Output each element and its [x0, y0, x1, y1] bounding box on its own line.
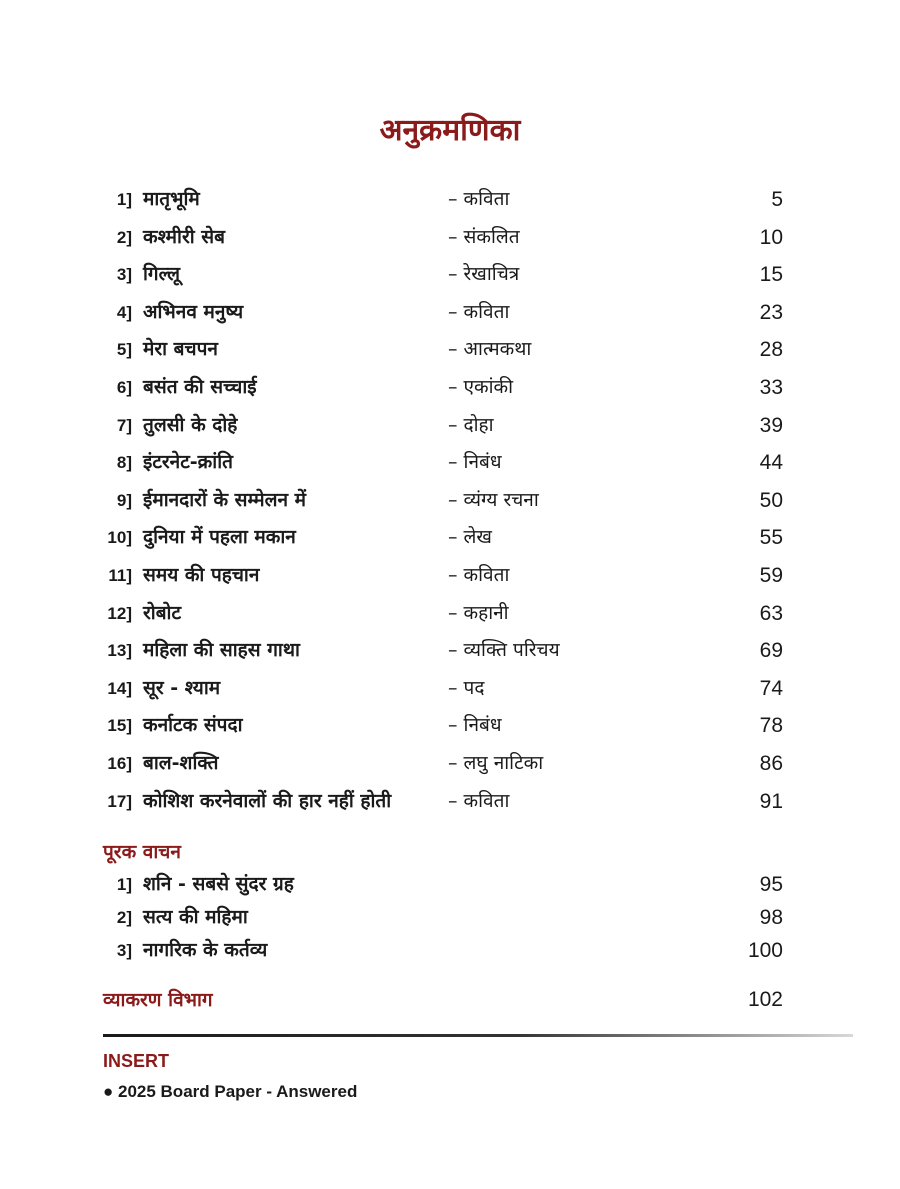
chapter-number: 10] — [107, 528, 132, 548]
chapter-genre: – लघु नाटिका — [448, 751, 544, 774]
chapter-page-number: 55 — [759, 526, 783, 550]
chapter-page-number: 15 — [759, 263, 783, 287]
insert-item: ● 2025 Board Paper - Answered — [103, 1082, 358, 1101]
supplementary-number: 2] — [116, 908, 132, 927]
chapter-number: 7] — [116, 415, 132, 435]
chapter-title: सूर - श्याम — [143, 676, 221, 699]
chapter-page-number: 23 — [759, 300, 783, 324]
chapter-title: कर्नाटक संपदा — [143, 714, 243, 737]
chapter-number: 5] — [116, 340, 132, 360]
chapter-genre: – कविता — [448, 789, 510, 812]
chapter-genre: – कहानी — [448, 601, 509, 624]
toc-row — [0, 519, 900, 557]
insert-title: INSERT — [103, 1051, 170, 1071]
supplementary-list — [0, 868, 900, 967]
toc-row — [0, 783, 900, 821]
chapter-page-number: 91 — [759, 789, 783, 813]
chapter-title: गिल्लू — [143, 263, 181, 286]
grammar-section-title: व्याकरण विभाग — [103, 989, 213, 1011]
chapter-number: 4] — [116, 302, 132, 322]
chapter-number: 16] — [107, 753, 132, 773]
contents-list — [0, 181, 900, 820]
supplementary-title: नागरिक के कर्तव्य — [143, 939, 268, 961]
chapter-page-number: 69 — [759, 639, 783, 663]
chapter-title: महिला की साहस गाथा — [143, 639, 300, 662]
toc-row — [0, 632, 900, 670]
chapter-genre: – कविता — [448, 300, 510, 323]
page-title: अनुक्रमणिका — [379, 113, 521, 148]
chapter-genre: – कविता — [448, 188, 510, 210]
chapter-number: 3] — [116, 265, 132, 285]
toc-row — [0, 444, 900, 482]
toc-row — [0, 482, 900, 520]
toc-row — [0, 595, 900, 633]
chapter-number: 17] — [107, 791, 132, 811]
chapter-page-number: 33 — [759, 375, 783, 399]
chapter-number: 11] — [108, 565, 132, 585]
chapter-genre: – दोहा — [448, 413, 494, 436]
chapter-number: 2] — [116, 227, 132, 247]
chapter-title: मातृभूमि — [143, 188, 200, 210]
chapter-genre: – रेखाचित्र — [448, 263, 520, 286]
supplementary-row — [0, 868, 900, 901]
supplementary-number: 3] — [116, 941, 132, 960]
chapter-genre: – एकांकी — [448, 375, 514, 398]
chapter-genre: – आत्मकथा — [448, 338, 532, 361]
chapter-genre: – पद — [448, 676, 485, 699]
chapter-number: 14] — [107, 678, 132, 698]
chapter-number: 15] — [107, 716, 132, 736]
chapter-genre: – व्यक्ति परिचय — [448, 639, 560, 662]
chapter-title: बाल-शक्ति — [143, 751, 219, 774]
toc-row — [0, 294, 900, 332]
chapter-number: 8] — [116, 453, 132, 473]
supplementary-title: सत्य की महिमा — [143, 906, 248, 928]
supplementary-row — [0, 901, 900, 934]
toc-row — [0, 670, 900, 708]
chapter-number: 9] — [116, 490, 132, 510]
chapter-title: कोशिश करनेवालों की हार नहीं होती — [143, 789, 392, 812]
chapter-genre: – संकलित — [448, 225, 520, 248]
chapter-title: समय की पहचान — [143, 563, 260, 586]
grammar-page-number: 102 — [747, 988, 783, 1011]
toc-row — [0, 407, 900, 445]
toc-row — [0, 557, 900, 595]
chapter-title: तुलसी के दोहे — [143, 413, 238, 436]
chapter-page-number: 74 — [759, 676, 783, 700]
chapter-page-number: 50 — [759, 488, 783, 512]
chapter-title: रोबोट — [143, 601, 182, 624]
supplementary-reading-title: पूरक वाचन — [103, 841, 181, 863]
chapter-genre: – निबंध — [448, 714, 502, 737]
chapter-number: 6] — [116, 377, 132, 397]
toc-row — [0, 331, 900, 369]
chapter-page-number: 78 — [759, 714, 783, 738]
chapter-genre: – लेख — [448, 526, 492, 549]
chapter-page-number: 5 — [771, 188, 783, 211]
toc-row — [0, 707, 900, 745]
supplementary-page-number: 98 — [759, 906, 783, 929]
chapter-title: बसंत की सच्चाई — [143, 375, 257, 398]
chapter-title: ईमानदारों के सम्मेलन में — [143, 488, 306, 511]
chapter-page-number: 63 — [759, 601, 783, 625]
toc-row — [0, 181, 900, 219]
chapter-title: अभिनव मनुष्य — [143, 300, 244, 323]
chapter-page-number: 59 — [759, 563, 783, 587]
chapter-genre: – कविता — [448, 563, 510, 586]
chapter-page-number: 10 — [759, 225, 783, 249]
chapter-genre: – निबंध — [448, 451, 502, 474]
chapter-title: मेरा बचपन — [143, 338, 218, 361]
chapter-page-number: 39 — [759, 413, 783, 437]
chapter-page-number: 44 — [759, 451, 783, 475]
supplementary-page-number: 95 — [759, 873, 783, 896]
toc-row — [0, 745, 900, 783]
chapter-number: 13] — [107, 641, 132, 661]
supplementary-title: शनि - सबसे सुंदर ग्रह — [143, 873, 294, 895]
chapter-number: 12] — [107, 603, 132, 623]
grammar-section-row — [0, 983, 900, 1017]
chapter-page-number: 28 — [759, 338, 783, 362]
toc-row — [0, 256, 900, 294]
supplementary-row — [0, 934, 900, 967]
divider-line — [103, 1034, 853, 1037]
toc-row — [0, 219, 900, 257]
chapter-page-number: 86 — [759, 751, 783, 775]
chapter-number: 1] — [116, 190, 132, 209]
supplementary-page-number: 100 — [747, 939, 783, 962]
chapter-title: दुनिया में पहला मकान — [143, 526, 296, 549]
toc-row — [0, 369, 900, 407]
chapter-title: कश्मीरी सेब — [143, 225, 225, 248]
chapter-genre: – व्यंग्य रचना — [448, 488, 539, 511]
supplementary-number: 1] — [116, 875, 132, 894]
chapter-title: इंटरनेट-क्रांति — [143, 451, 233, 474]
